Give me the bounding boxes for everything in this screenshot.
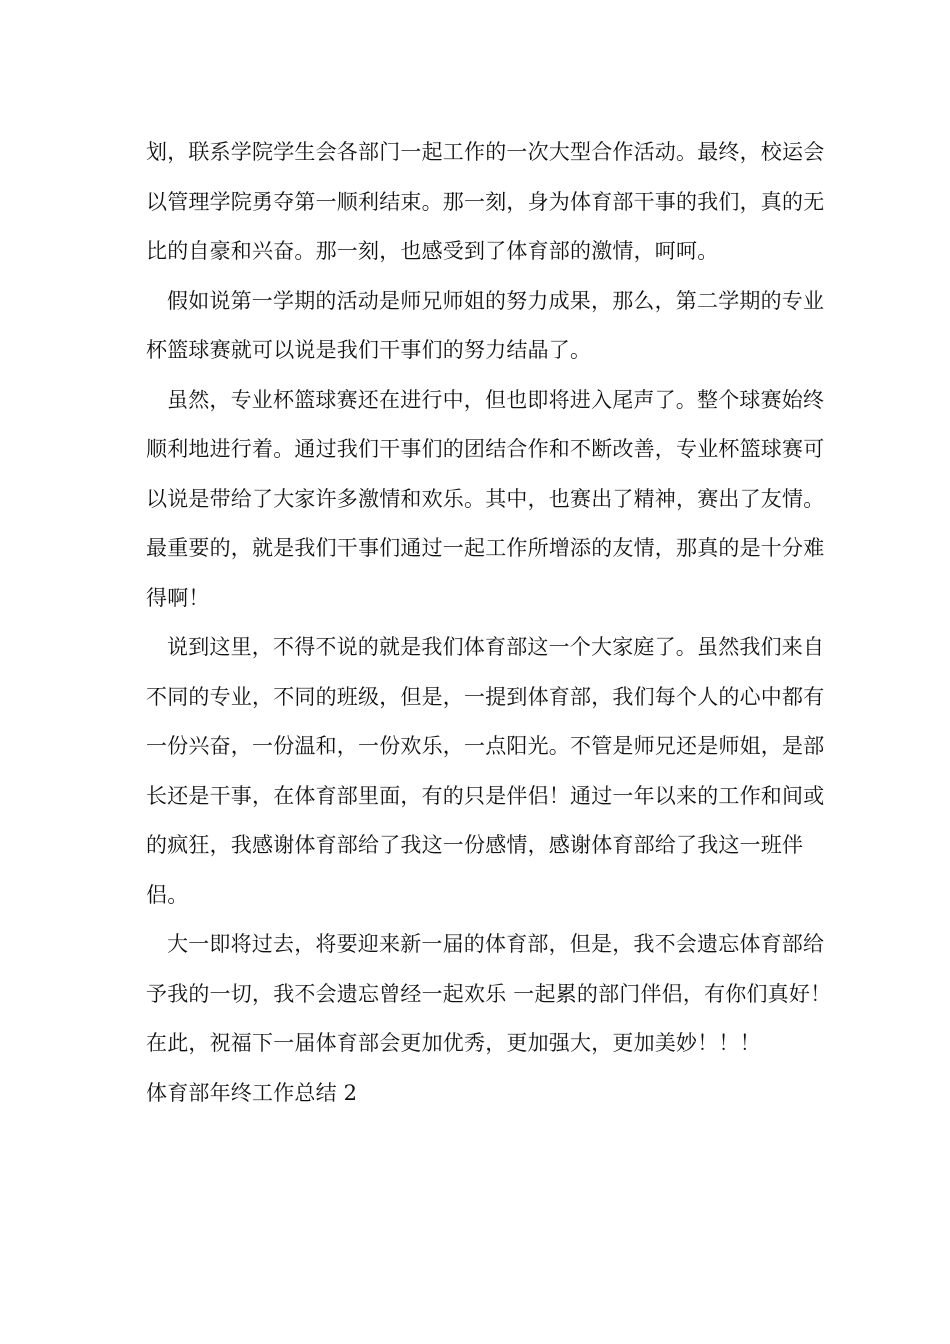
paragraph-basketball: 虽然，专业杯篮球赛还在进行中，但也即将进入尾声了。整个球赛始终顺利地进行着。通过我们干事们的团结合作和不断改善，专业杯篮球赛可以说是带给了大家许多激情和欢乐。其中，也赛出了精神，赛出了友情。最重要的，就是我们干事们通过一起工作所增添的友情，那真的是十分难得啊！ <box>146 387 825 610</box>
paragraph-family: 说到这里，不得不说的就是我们体育部这一个大家庭了。虽然我们来自不同的专业，不同的班级，但是，一提到体育部，我们每个人的心中都有一份兴奋，一份温和，一份欢乐，一点阳光。不管是师兄还是师姐，是部长还是干事，在体育部里面，有的只是伴侣！通过一年以来的工作和间或的疯狂，我感谢体育部给了我这一份感情，感谢体育部给了我这一班伴侣。 <box>146 635 825 907</box>
section-heading: 体育部年终工作总结 2 <box>146 1080 358 1105</box>
document-body <box>146 128 836 1118</box>
paragraph-continuation: 划，联系学院学生会各部门一起工作的一次大型合作活动。最终，校运会以管理学院勇夺第一顺利结束。那一刻，身为体育部干事的我们，真的无比的自豪和兴奋。那一刻，也感受到了体育部的激情，呵呵。 <box>146 140 825 263</box>
paragraph-second-semester: 假如说第一学期的活动是师兄师姐的努力成果，那么，第二学期的专业杯篮球赛就可以说是我们干事们的努力结晶了。 <box>146 288 825 362</box>
paragraph-farewell: 大一即将过去，将要迎来新一届的体育部，但是，我不会遗忘体育部给予我的一切，我不会遗忘曾经一起欢乐 一起累的部门伴侣，有你们真好！在此，祝福下一届体育部会更加优秀，更加强大，更加美妙！！！ <box>146 932 832 1055</box>
